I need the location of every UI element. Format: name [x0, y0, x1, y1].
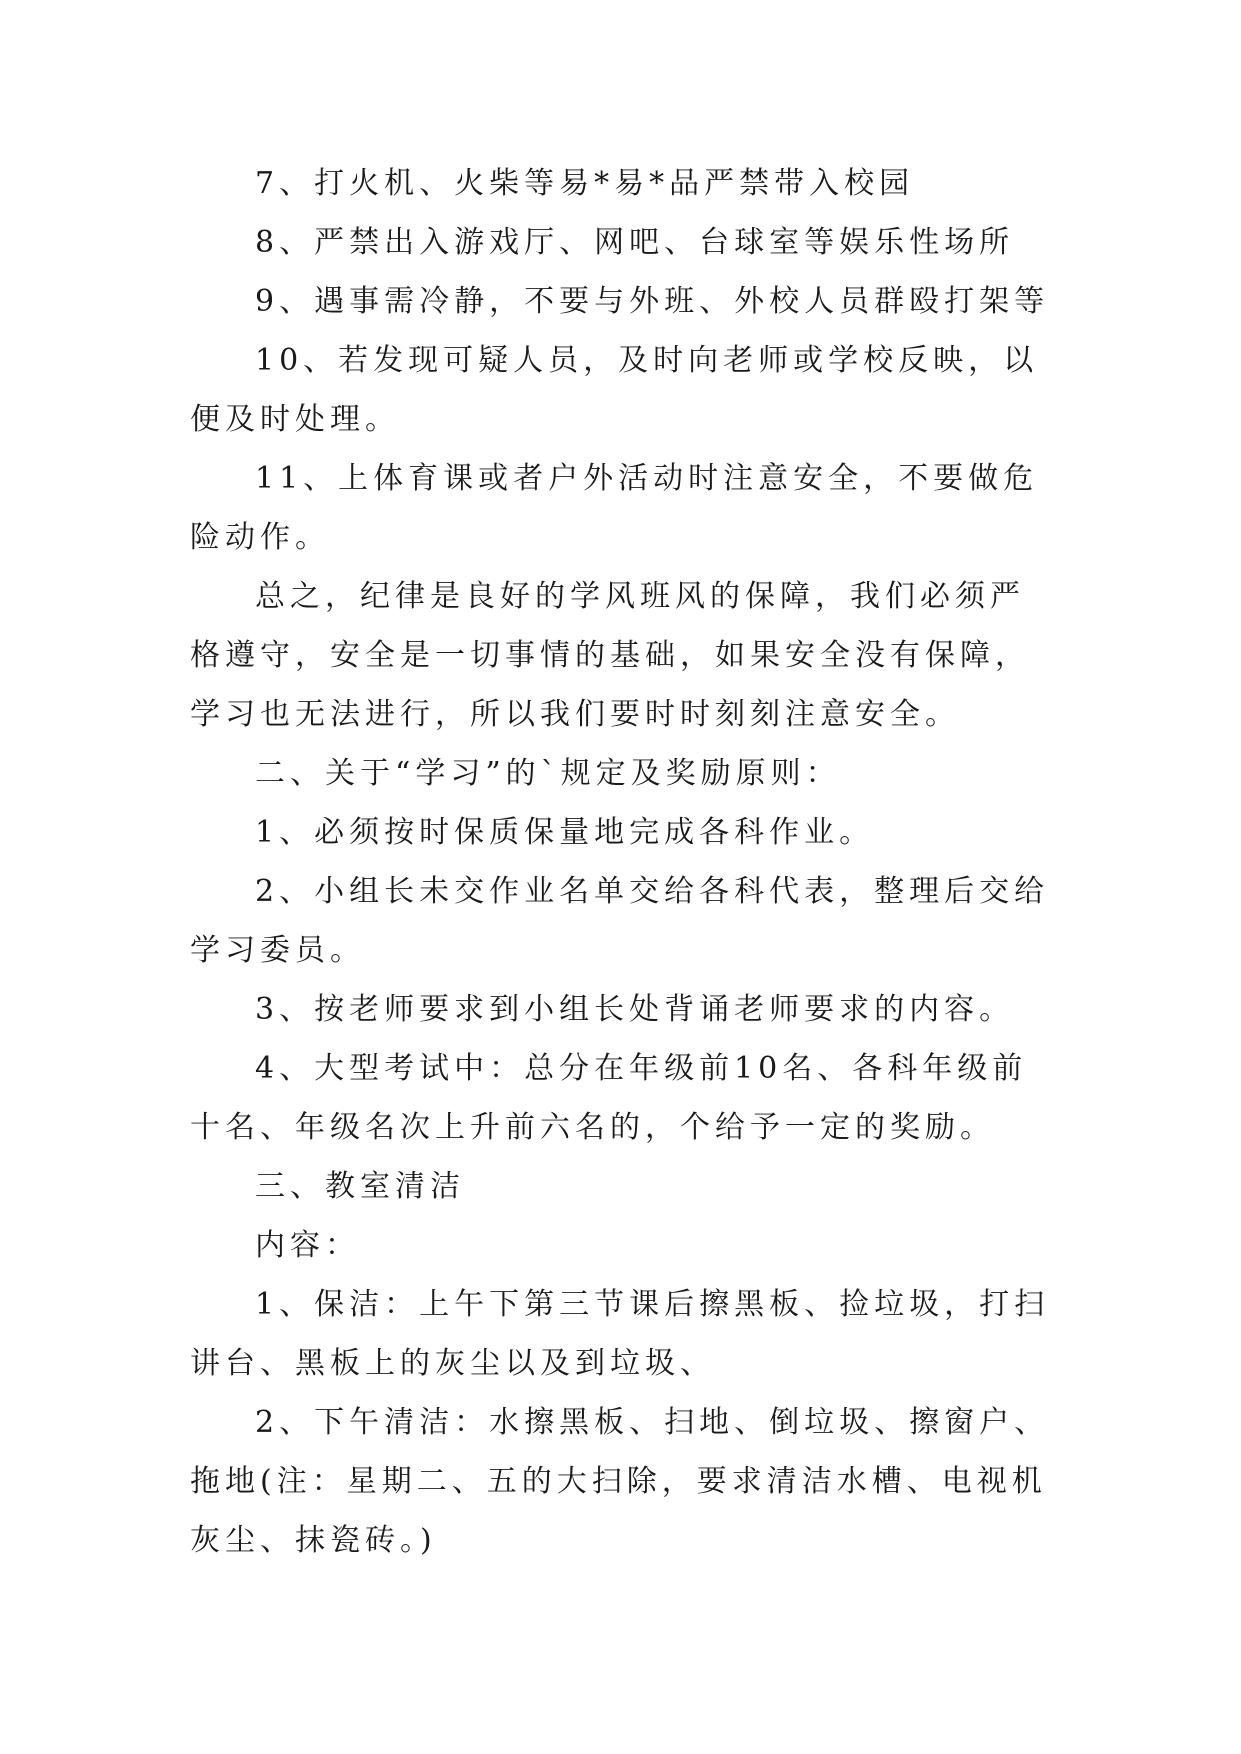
- cleaning-item-2: 2、下午清洁：水擦黑板、扫地、倒垃圾、擦窗户、拖地(注：星期二、五的大扫除，要求清洁水槽、电视机灰尘、抹瓷砖。): [190, 1405, 1050, 1558]
- cleaning-content-label: 内容：: [255, 1228, 360, 1263]
- study-rule-2: 2、小组长未交作业名单交给各科代表，整理后交给学习委员。: [190, 874, 1050, 968]
- section-heading-cleaning: 三、教室清洁: [255, 1169, 465, 1204]
- paragraph-item-7: 7、打火机、火柴等易*易*品严禁带入校园: [255, 166, 915, 201]
- paragraph-item-10: 10、若发现可疑人员，及时向老师或学校反映，以便及时处理。: [190, 343, 1039, 437]
- cleaning-item-1: 1、保洁：上午下第三节课后擦黑板、捡垃圾，打扫讲台、黑板上的灰尘以及到垃圾、: [190, 1287, 1050, 1381]
- study-rule-3: 3、按老师要求到小组长处背诵老师要求的内容。: [255, 992, 1015, 1027]
- paragraph-item-11: 11、上体育课或者户外活动时注意安全，不要做危险动作。: [190, 461, 1039, 555]
- study-rule-4: 4、大型考试中：总分在年级前10名、各科年级前十名、年级名次上升前六名的，个给予一定的奖励。: [190, 1051, 1028, 1145]
- study-rule-1: 1、必须按时保质保量地完成各科作业。: [255, 815, 875, 850]
- paragraph-item-9: 9、遇事需冷静，不要与外班、外校人员群殴打架等: [255, 284, 1050, 319]
- document-page: [190, 154, 1052, 1570]
- summary-paragraph: 总之，纪律是良好的学风班风的保障，我们必须严格遵守，安全是一切事情的基础，如果安全没有保障，学习也无法进行，所以我们要时时刻刻注意安全。: [190, 579, 1030, 732]
- paragraph-item-8: 8、严禁出入游戏厅、网吧、台球室等娱乐性场所: [255, 225, 1015, 260]
- section-heading-study: 二、关于“学习”的`规定及奖励原则：: [255, 756, 841, 791]
